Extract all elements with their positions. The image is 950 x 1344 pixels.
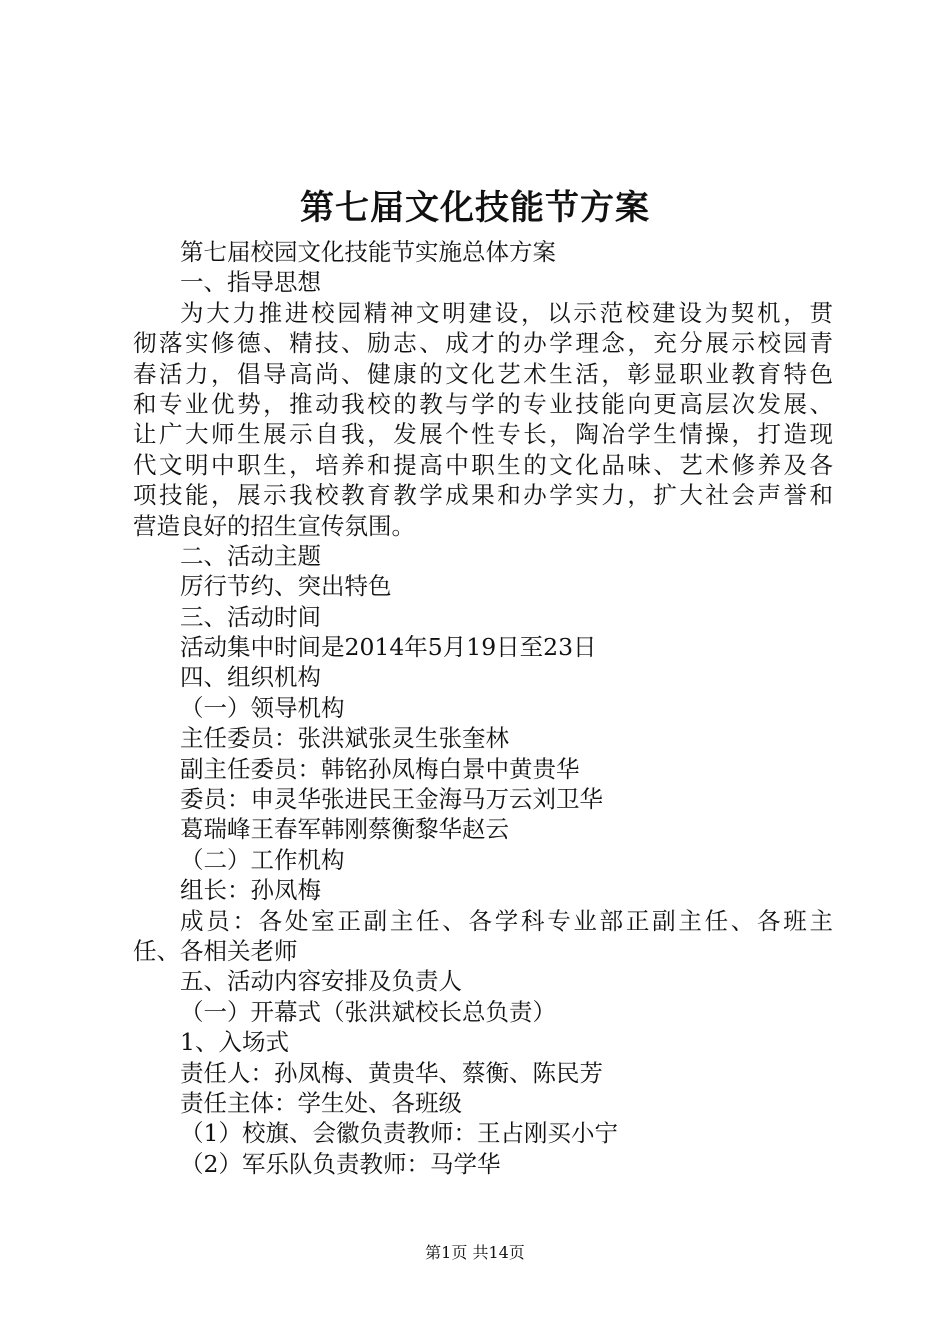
subsection-heading: （一）领导机构 <box>180 693 345 722</box>
paragraph-line: 葛瑞峰王春军韩刚蔡衡黎华赵云 <box>180 815 509 844</box>
paragraph-line: 为大力推进校园精神文明建设，以示范校建设为契机，贯 <box>180 298 833 327</box>
paragraph-line: 1、入场式 <box>180 1028 289 1057</box>
paragraph-line: 营造良好的招生宣传氛围。 <box>133 511 415 540</box>
paragraph-line: 项技能，展示我校教育教学成果和办学实力，扩大社会声誉和 <box>133 481 833 510</box>
section-heading: 一、指导思想 <box>180 268 321 297</box>
paragraph-line: 厉行节约、突出特色 <box>180 572 392 601</box>
section-heading: 二、活动主题 <box>180 541 321 570</box>
paragraph-line: 副主任委员：韩铭孙凤梅白景中黄贵华 <box>180 754 580 783</box>
paragraph-line: 春活力，倡导高尚、健康的文化艺术生活，彰显职业教育特色 <box>133 359 833 388</box>
paragraph-line: 活动集中时间是2014年5月19日至23日 <box>180 633 597 662</box>
paragraph-line: （2）军乐队负责教师：马学华 <box>180 1149 501 1178</box>
paragraph-line: 成员：各处室正副主任、各学科专业部正副主任、各班主 <box>180 906 833 935</box>
subsection-heading: （二）工作机构 <box>180 845 345 874</box>
subsection-heading: （一）开幕式（张洪斌校长总负责） <box>180 997 556 1026</box>
paragraph-line: 责任人：孙凤梅、黄贵华、蔡衡、陈民芳 <box>180 1058 603 1087</box>
paragraph-line: 委员：申灵华张进民王金海马万云刘卫华 <box>180 785 603 814</box>
section-heading: 四、组织机构 <box>180 663 321 692</box>
paragraph-line: 主任委员：张洪斌张灵生张奎林 <box>180 724 509 753</box>
paragraph-line: 组长：孙凤梅 <box>180 876 321 905</box>
paragraph-line: 和专业优势，推动我校的教与学的专业技能向更高层次发展、 <box>133 389 833 418</box>
section-heading: 五、活动内容安排及负责人 <box>180 967 462 996</box>
page-footer: 第1页 共14页 <box>425 1243 525 1262</box>
paragraph-line: 责任主体：学生处、各班级 <box>180 1088 462 1117</box>
plan-subtitle: 第七届校园文化技能节实施总体方案 <box>180 238 556 266</box>
paragraph-line: 彻落实修德、精技、励志、成才的办学理念，充分展示校园青 <box>133 329 833 358</box>
paragraph-line: 任、各相关老师 <box>133 936 298 965</box>
document-body <box>133 237 833 1179</box>
paragraph-line: 代文明中职生，培养和提高中职生的文化品味、艺术修养及各 <box>133 450 833 479</box>
paragraph-line: （1）校旗、会徽负责教师：王占刚买小宁 <box>180 1119 618 1148</box>
section-heading: 三、活动时间 <box>180 602 321 631</box>
document-title: 第七届文化技能节方案 <box>300 188 650 228</box>
paragraph-line: 让广大师生展示自我，发展个性专长，陶冶学生情操，打造现 <box>133 420 833 449</box>
